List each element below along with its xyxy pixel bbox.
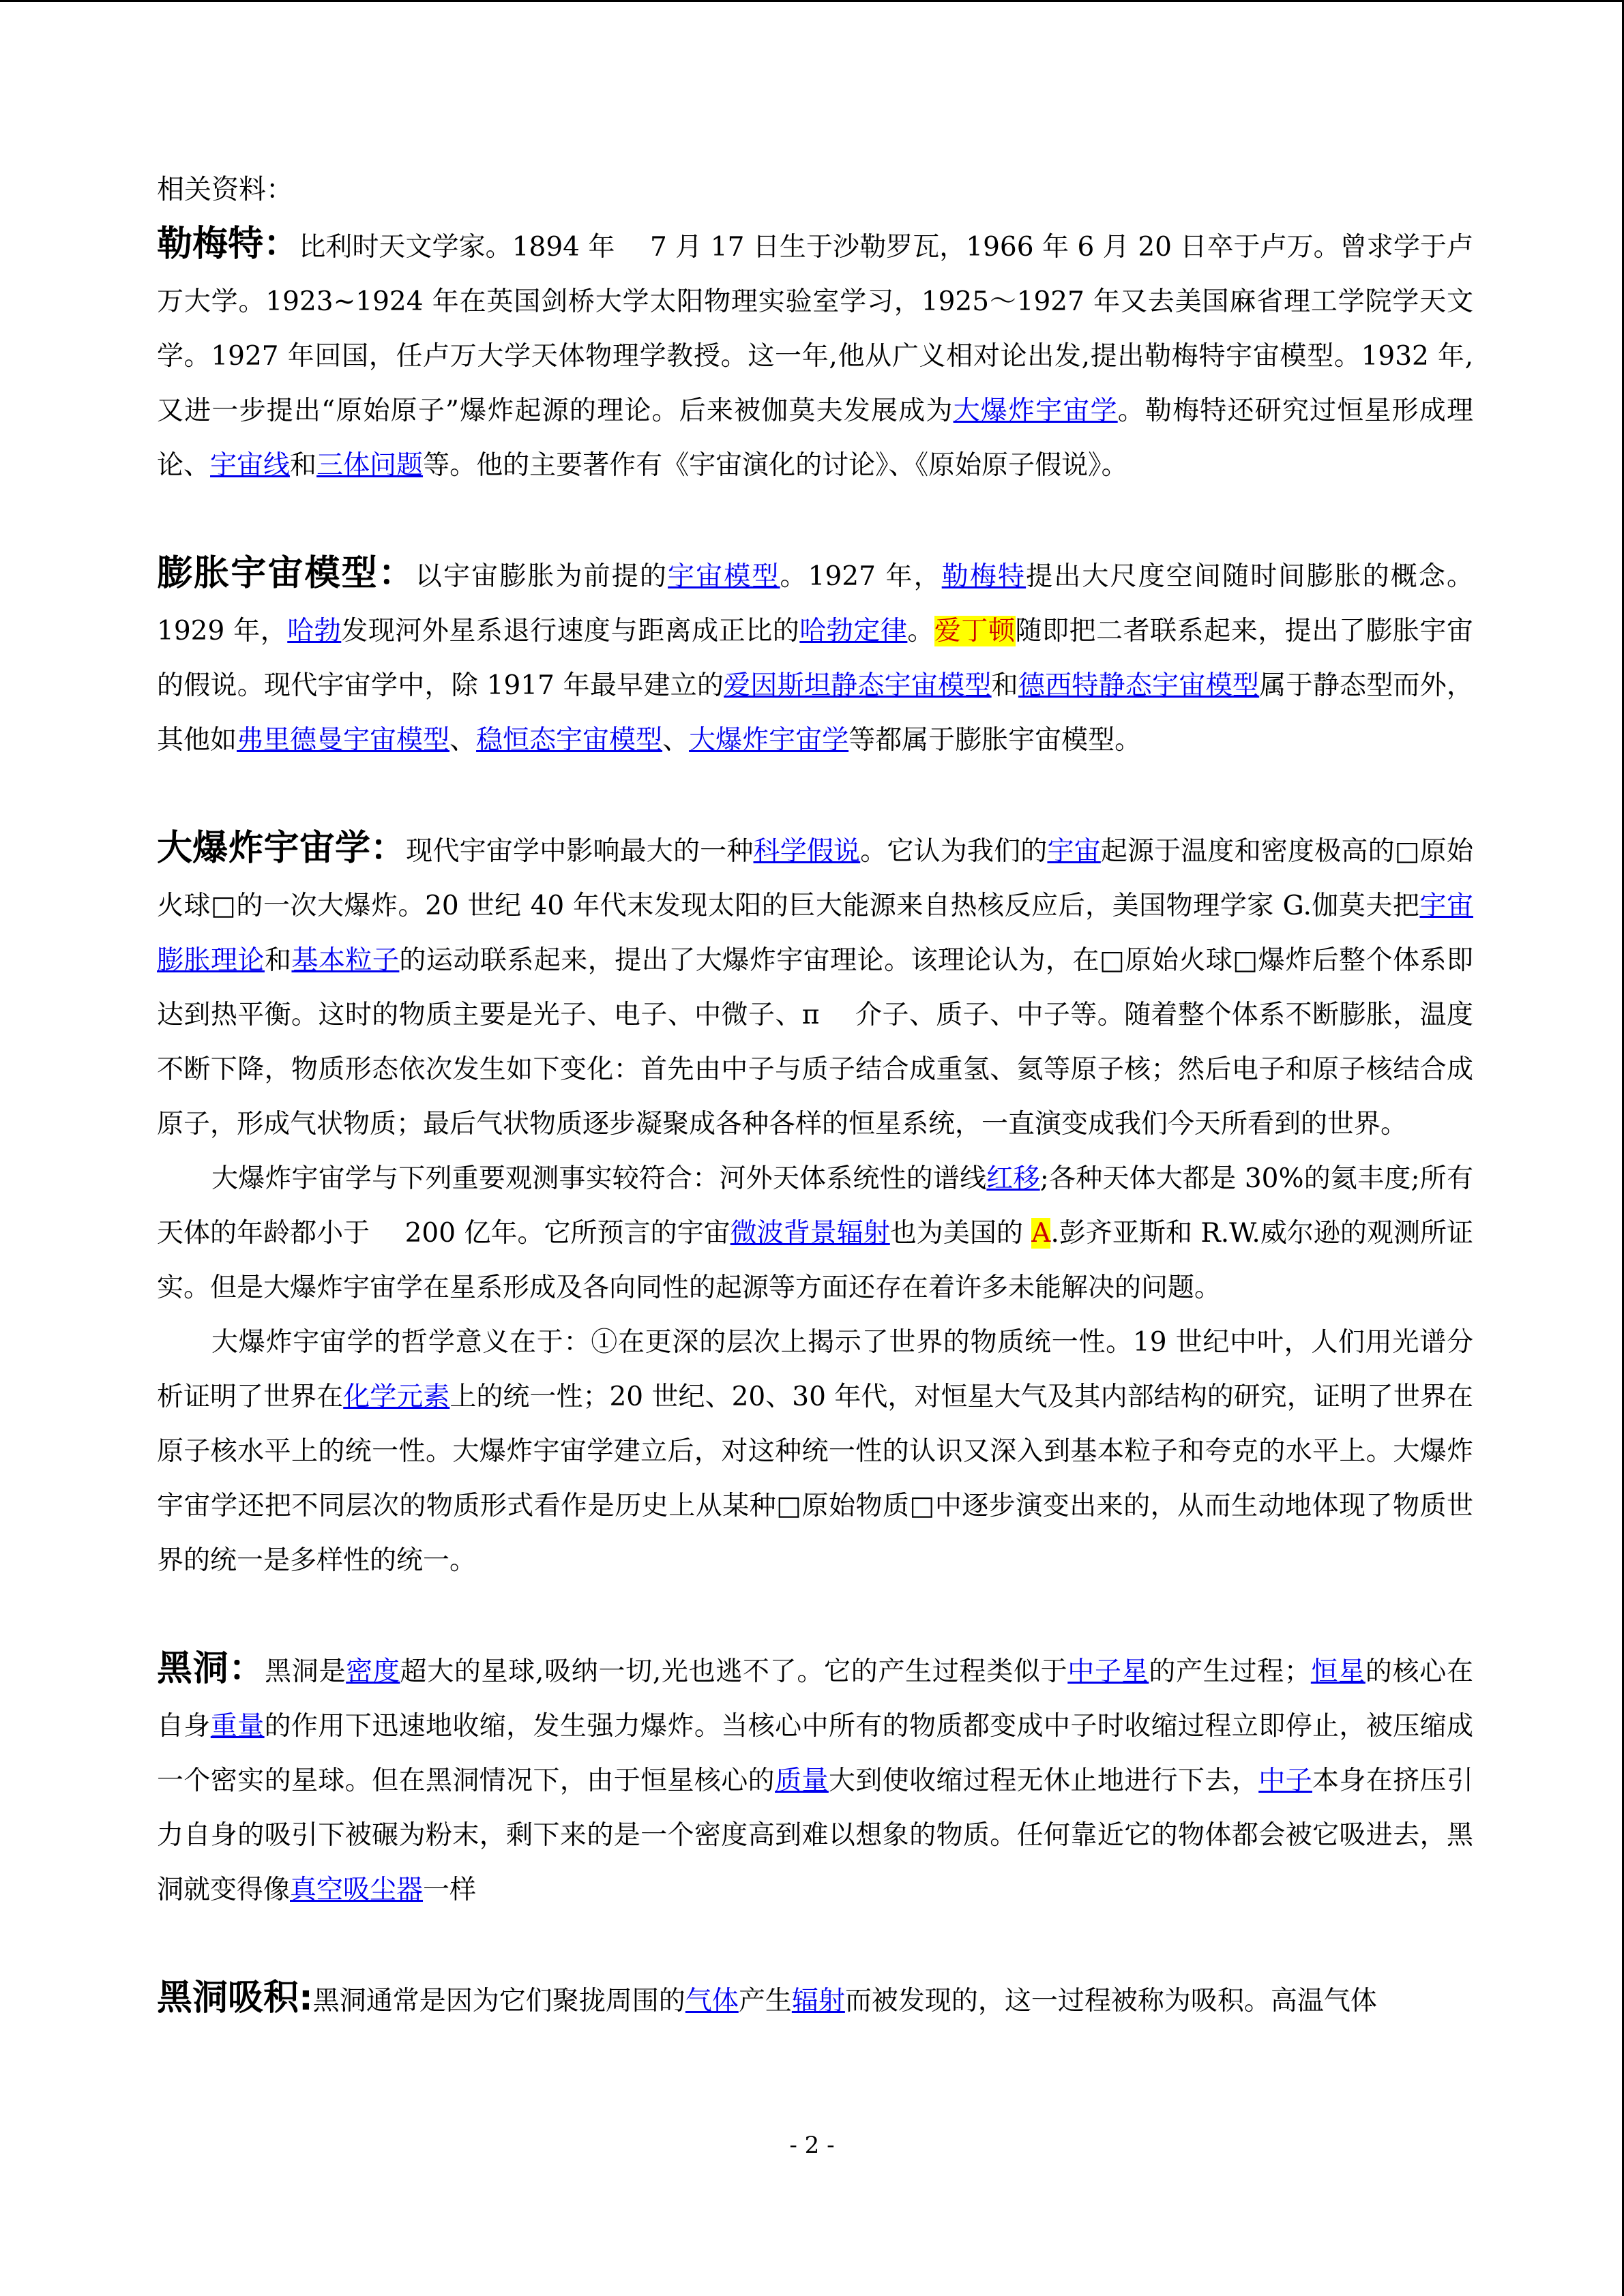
page-number: - 2 -: [789, 2132, 835, 2159]
section-spacer: [157, 1588, 1473, 1641]
link-redshift[interactable]: 红移: [986, 1163, 1040, 1194]
section-spacer: [157, 493, 1473, 546]
term-heading: 黑洞：: [157, 1648, 265, 1689]
term-heading: 黑洞吸积:: [157, 1978, 313, 2018]
section-accretion: 黑洞吸积:黑洞通常是因为它们聚拢周围的气体产生辐射而被发现的，这一过程被称为吸积。高温气体: [157, 1978, 1377, 2018]
link-neutron-star[interactable]: 中子星: [1067, 1656, 1149, 1687]
link-universe[interactable]: 宇宙: [1047, 836, 1101, 867]
link-expansion-theory[interactable]: 宇宙膨胀理论: [157, 891, 1473, 976]
link-cosmic-rays[interactable]: 宇宙线: [210, 450, 291, 481]
section-black-hole: 黑洞：黑洞是密度超大的星球,吸纳一切,光也逃不了。它的产生过程类似于中子星的产生过程；恒星的核心在自身重量的作用下迅速地收缩，发生强力爆炸。当核心中所有的物质都变成中子时收缩过程立即停止，被压缩成一个密实的星球。但在黑洞情况下，由于恒星核心的质量大到使收缩过程无休止地进行下去，中子本身在挤压引力自身的吸引下被碾为粉末，剩下来的是一个密度高到难以想象的物质。任何靠近它的物体都会被它吸进去，黑洞就变得像真空吸尘器一样: [157, 1648, 1473, 1905]
document-page: [157, 162, 1473, 2029]
page-top-border: [0, 0, 1624, 2]
link-cosmological-model[interactable]: 宇宙模型: [668, 561, 780, 592]
link-three-body-problem[interactable]: 三体问题: [316, 450, 424, 481]
term-heading: 膨胀宇宙模型：: [157, 553, 415, 594]
link-chemical-elements[interactable]: 化学元素: [343, 1382, 450, 1412]
link-mass[interactable]: 质量: [775, 1765, 829, 1796]
highlighted-eddington: 爱丁顿: [934, 616, 1016, 646]
link-de-sitter-static-model[interactable]: 德西特静态宇宙模型: [1018, 670, 1260, 701]
link-lemaitre[interactable]: 勒梅特: [941, 561, 1027, 592]
term-heading: 大爆炸宇宙学：: [157, 828, 407, 869]
section-spacer: [157, 1918, 1473, 1971]
link-vacuum-cleaner[interactable]: 真空吸尘器: [290, 1875, 424, 1905]
link-neutron[interactable]: 中子: [1258, 1765, 1312, 1796]
highlighted-initial: A: [1031, 1218, 1051, 1249]
section-expanding-universe: 膨胀宇宙模型：以宇宙膨胀为前提的宇宙模型。1927 年，勒梅特提出大尺度空间随时间膨胀的概念。1929 年，哈勃发现河外星系退行速度与距离成正比的哈勃定律。爱丁顿随即把二者联系起来，提出了膨胀宇宙的假说。现代宇宙学中，除 1917 年最早建立的爱因斯坦静态宇宙模型和德西特静态宇宙模型属于静态型而外，其他如弗里德曼宇宙模型、稳恒态宇宙模型、大爆炸宇宙学等都属于膨胀宇宙模型。: [157, 553, 1473, 756]
link-hubble[interactable]: 哈勃: [287, 616, 342, 646]
link-steady-state-model[interactable]: 稳恒态宇宙模型: [476, 725, 663, 756]
link-radiation[interactable]: 辐射: [791, 1986, 845, 2016]
link-cmb-radiation[interactable]: 微波背景辐射: [730, 1218, 890, 1249]
section-spacer: [157, 768, 1473, 821]
link-gas[interactable]: 气体: [685, 1986, 739, 2016]
link-density[interactable]: 密度: [346, 1656, 400, 1687]
paragraph-observations: 大爆炸宇宙学与下列重要观测事实较符合：河外天体系统性的谱线红移;各种天体大都是 30%的氦丰度;所有天体的年龄都小于 200 亿年。它所预言的宇宙微波背景辐射也为美国的 A.彭齐亚斯和 R.W.威尔逊的观测所证实。但是大爆炸宇宙学在星系形成及各向同性的起源等方面还存在着许多未能解决的问题。: [157, 1163, 1473, 1303]
section-lemaitre: 勒梅特：比利时天文学家。1894 年 7 月 17 日生于沙勒罗瓦，1966 年 6 月 20 日卒于卢万。曾求学于卢万大学。1923~1924 年在英国剑桥大学太阳物理实验室学习，1925～1927 年又去美国麻省理工学院学天文学。1927 年回国，任卢万大学天体物理学教授。这一年,他从广义相对论出发,提出勒梅特宇宙模型。1932 年,又进一步提出“原始原子”爆炸起源的理论。后来被伽莫夫发展成为大爆炸宇宙学。勒梅特还研究过恒星形成理论、宇宙线和三体问题等。他的主要著作有《宇宙演化的讨论》、《原始原子假说》。: [157, 224, 1473, 481]
link-scientific-hypothesis[interactable]: 科学假说: [753, 836, 861, 867]
paragraph-philosophy: 大爆炸宇宙学的哲学意义在于：①在更深的层次上揭示了世界的物质统一性。19 世纪中叶，人们用光谱分析证明了世界在化学元素上的统一性；20 世纪、20、30 年代，对恒星大气及其内部结构的研究，证明了世界在原子核水平上的统一性。大爆炸宇宙学建立后，对这种统一性的认识又深入到基本粒子和夸克的水平上。大爆炸宇宙学还把不同层次的物质形式看作是历史上从某种□原始物质□中逐步演变出来的，从而生动地体现了物质世界的统一是多样性的统一。: [157, 1327, 1473, 1576]
link-big-bang-cosmology-2[interactable]: 大爆炸宇宙学: [689, 725, 849, 756]
term-heading: 勒梅特：: [157, 224, 299, 265]
link-big-bang-cosmology[interactable]: 大爆炸宇宙学: [953, 396, 1118, 426]
link-weight[interactable]: 重量: [210, 1711, 265, 1742]
intro-label: 相关资料：: [157, 174, 293, 205]
link-elementary-particles[interactable]: 基本粒子: [291, 945, 400, 976]
link-einstein-static-model[interactable]: 爱因斯坦静态宇宙模型: [724, 670, 992, 701]
link-friedmann-model[interactable]: 弗里德曼宇宙模型: [237, 725, 450, 756]
link-star[interactable]: 恒星: [1310, 1656, 1365, 1687]
section-big-bang: 大爆炸宇宙学：现代宇宙学中影响最大的一种科学假说。它认为我们的宇宙起源于温度和密度极高的□原始火球□的一次大爆炸。20 世纪 40 年代末发现太阳的巨大能源来自热核反应后，美国物理学家 G.伽莫夫把宇宙膨胀理论和基本粒子的运动联系起来，提出了大爆炸宇宙理论。该理论认为，在□原始火球□爆炸后整个体系即达到热平衡。这时的物质主要是光子、电子、中微子、π 介子、质子、中子等。随着整个体系不断膨胀，温度不断下降，物质形态依次发生如下变化：首先由中子与质子结合成重氢、氦等原子核；然后电子和原子核结合成原子，形成气状物质；最后气状物质逐步凝聚成各种各样的恒星系统，一直演变成我们今天所看到的世界。: [157, 828, 1473, 1139]
link-hubble-law[interactable]: 哈勃定律: [799, 616, 908, 646]
